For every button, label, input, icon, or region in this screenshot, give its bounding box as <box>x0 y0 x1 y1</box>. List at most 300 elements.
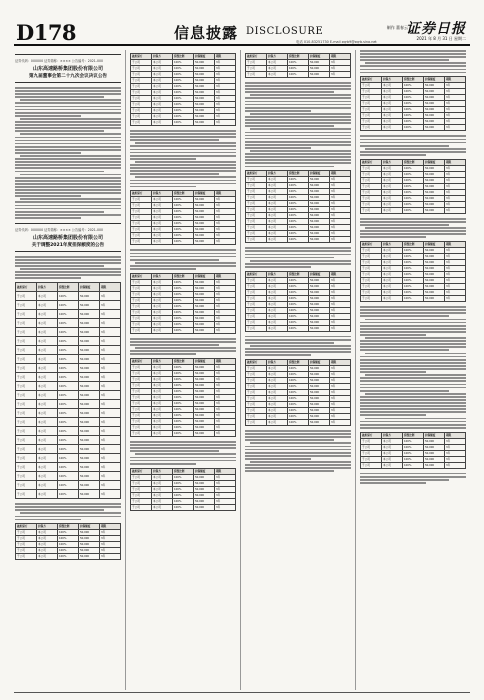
table-cell: 50,000 <box>194 321 215 327</box>
table-cell: 期限 <box>330 271 351 277</box>
table-cell: 100% <box>173 413 194 419</box>
table-cell: 50,000 <box>79 542 100 548</box>
table-cell: 100% <box>58 391 79 400</box>
issue-date: 2021 年 8 月 31 日 星期二 <box>416 36 466 41</box>
table-cell: 100% <box>403 438 424 444</box>
table-cell: 3年 <box>215 407 236 413</box>
table-cell: 3年 <box>330 177 351 183</box>
table-cell: 被担保方 <box>246 271 267 277</box>
table-cell: 子公司 <box>16 490 37 499</box>
body-text-line <box>130 158 196 160</box>
table-cell: 3年 <box>330 396 351 402</box>
body-text-line <box>15 519 81 521</box>
table-cell: 3年 <box>445 183 466 189</box>
table-cell: 3年 <box>215 108 236 114</box>
table-cell: 本公司 <box>152 327 173 333</box>
table-cell: 50,000 <box>424 119 445 125</box>
table-cell: 3年 <box>100 548 121 554</box>
table-cell: 100% <box>173 498 194 504</box>
table-cell: 子公司 <box>131 120 152 126</box>
table-cell: 100% <box>403 189 424 195</box>
body-text-line <box>15 271 121 273</box>
table-cell: 100% <box>173 303 194 309</box>
column-1 <box>15 50 121 690</box>
body-text-line <box>15 259 121 261</box>
table-cell: 本公司 <box>37 355 58 364</box>
table-cell: 100% <box>58 490 79 499</box>
table-cell: 50,000 <box>424 189 445 195</box>
table-cell: 100% <box>403 113 424 119</box>
body-text-line <box>360 473 466 475</box>
table-cell: 3年 <box>215 498 236 504</box>
table-cell: 50,000 <box>79 391 100 400</box>
table-cell: 100% <box>173 431 194 437</box>
table-cell: 期限 <box>445 242 466 248</box>
table-row <box>361 462 466 468</box>
table-cell: 100% <box>403 278 424 284</box>
table-cell: 100% <box>173 291 194 297</box>
body-text-line <box>360 371 426 373</box>
table-cell: 3年 <box>330 402 351 408</box>
table-cell: 50,000 <box>309 231 330 237</box>
table-cell: 被担保方 <box>246 360 267 366</box>
table-cell: 50,000 <box>79 355 100 364</box>
body-text-line <box>20 174 121 176</box>
table-cell: 3年 <box>215 419 236 425</box>
table-cell: 子公司 <box>131 480 152 486</box>
data-table <box>130 358 236 437</box>
table-cell: 担保额度 <box>309 360 330 366</box>
body-text-line <box>15 164 121 166</box>
table-row <box>16 301 121 310</box>
table-cell: 50,000 <box>194 425 215 431</box>
body-text-line <box>245 91 334 93</box>
body-text-line <box>360 427 466 429</box>
data-table <box>245 170 351 243</box>
table-cell: 子公司 <box>131 114 152 120</box>
body-text-line <box>360 482 426 484</box>
table-cell: 3年 <box>100 554 121 560</box>
table-cell: 3年 <box>445 248 466 254</box>
table-cell: 100% <box>288 325 309 331</box>
body-text-line <box>245 470 334 472</box>
table-cell: 本公司 <box>267 289 288 295</box>
table-row <box>16 382 121 391</box>
table-cell: 3年 <box>100 382 121 391</box>
table-cell: 50,000 <box>194 504 215 510</box>
table-cell: 本公司 <box>37 548 58 554</box>
data-table <box>360 432 466 469</box>
body-text-line <box>15 137 121 139</box>
table-cell: 100% <box>58 548 79 554</box>
table-cell: 50,000 <box>79 301 100 310</box>
table-cell: 50,000 <box>194 480 215 486</box>
table-cell: 担保方 <box>267 271 288 277</box>
body-text-line <box>360 359 466 361</box>
table-cell: 子公司 <box>16 472 37 481</box>
table-cell: 50,000 <box>309 319 330 325</box>
body-text-line <box>245 348 351 350</box>
body-text-line <box>15 167 121 169</box>
body-text-line <box>135 262 236 264</box>
table-cell: 本公司 <box>152 197 173 203</box>
table-cell: 3年 <box>445 83 466 89</box>
table-cell: 3年 <box>215 504 236 510</box>
table-cell: 100% <box>403 195 424 201</box>
table-cell: 子公司 <box>16 536 37 542</box>
table-cell: 50,000 <box>194 120 215 126</box>
table-cell: 本公司 <box>267 66 288 72</box>
table-cell: 100% <box>58 463 79 472</box>
table-cell: 子公司 <box>131 327 152 333</box>
table-cell: 本公司 <box>382 195 403 201</box>
table-cell: 本公司 <box>152 239 173 245</box>
table-cell: 3年 <box>445 284 466 290</box>
table-cell: 50,000 <box>194 389 215 395</box>
body-text-line <box>250 442 351 444</box>
table-cell: 被担保方 <box>131 191 152 197</box>
body-text-line <box>20 268 121 270</box>
table-cell: 子公司 <box>361 272 382 278</box>
body-text-line <box>130 167 236 169</box>
table-cell: 3年 <box>100 301 121 310</box>
body-text-line <box>245 159 351 161</box>
table-cell: 50,000 <box>309 378 330 384</box>
table-cell: 100% <box>58 355 79 364</box>
table-cell: 本公司 <box>267 384 288 390</box>
body-text-line <box>135 453 236 455</box>
table-cell: 子公司 <box>361 83 382 89</box>
body-text-line <box>245 135 351 137</box>
table-cell: 本公司 <box>267 396 288 402</box>
body-text-line <box>365 337 466 339</box>
table-cell: 100% <box>58 554 79 560</box>
body-text-line <box>360 151 466 153</box>
table-cell: 100% <box>58 328 79 337</box>
table-cell: 100% <box>288 289 309 295</box>
table-cell: 子公司 <box>16 382 37 391</box>
table-cell: 3年 <box>330 408 351 414</box>
table-cell: 子公司 <box>131 78 152 84</box>
table-cell: 3年 <box>445 254 466 260</box>
body-text-line <box>15 277 81 279</box>
column-4 <box>360 50 466 690</box>
body-text-line <box>130 173 219 175</box>
table-cell: 持股比例 <box>58 524 79 530</box>
table-cell: 50,000 <box>79 445 100 454</box>
table-cell: 100% <box>403 89 424 95</box>
table-cell: 担保方 <box>37 283 58 292</box>
table-cell: 50,000 <box>194 285 215 291</box>
body-text-line <box>130 180 236 182</box>
notice-body <box>15 503 121 520</box>
table-cell: 3年 <box>215 197 236 203</box>
body-text-line <box>130 268 196 270</box>
body-text-line <box>245 263 351 265</box>
table-row <box>246 237 351 243</box>
table-cell: 50,000 <box>309 183 330 189</box>
table-cell: 3年 <box>330 183 351 189</box>
table-cell: 持股比例 <box>173 359 194 365</box>
table-cell: 100% <box>58 337 79 346</box>
table-row <box>131 504 236 510</box>
table-cell: 子公司 <box>246 384 267 390</box>
column-divider <box>240 50 241 690</box>
body-text-line <box>360 384 466 386</box>
table-cell: 本公司 <box>152 114 173 120</box>
table-cell: 被担保方 <box>131 468 152 474</box>
table-cell: 子公司 <box>246 420 267 426</box>
table-cell: 本公司 <box>152 221 173 227</box>
body-text-line <box>130 164 236 166</box>
table-cell: 100% <box>173 84 194 90</box>
body-text-line <box>245 342 334 344</box>
body-text-line <box>245 138 351 140</box>
body-text-line <box>130 463 196 465</box>
table-cell: 子公司 <box>361 254 382 260</box>
body-text-line <box>250 150 351 152</box>
table-cell: 100% <box>403 260 424 266</box>
data-table <box>245 271 351 332</box>
table-cell: 子公司 <box>16 292 37 301</box>
table-cell: 被担保方 <box>361 159 382 165</box>
column-divider <box>355 50 356 690</box>
table-cell: 50,000 <box>79 364 100 373</box>
table-cell: 50,000 <box>309 225 330 231</box>
body-text-line <box>20 512 121 514</box>
body-text-line <box>15 208 121 210</box>
body-text-line <box>365 227 466 229</box>
table-cell: 子公司 <box>246 366 267 372</box>
table-cell: 50,000 <box>194 407 215 413</box>
notice-body <box>130 130 236 187</box>
table-cell: 子公司 <box>131 504 152 510</box>
table-row <box>16 472 121 481</box>
table-cell: 100% <box>403 462 424 468</box>
table-cell: 子公司 <box>246 390 267 396</box>
table-cell: 50,000 <box>79 454 100 463</box>
body-text-line <box>15 180 121 182</box>
table-cell: 子公司 <box>246 325 267 331</box>
table-cell: 50,000 <box>194 279 215 285</box>
notice-header <box>15 223 121 252</box>
table-cell: 子公司 <box>131 72 152 78</box>
table-cell: 本公司 <box>267 414 288 420</box>
table-cell: 子公司 <box>246 313 267 319</box>
table-cell: 100% <box>403 201 424 207</box>
table-cell: 子公司 <box>131 209 152 215</box>
table-cell: 3年 <box>215 431 236 437</box>
table-cell: 子公司 <box>16 548 37 554</box>
notice-body <box>360 473 466 484</box>
table-cell: 50,000 <box>79 427 100 436</box>
table-cell: 3年 <box>215 377 236 383</box>
table-cell: 担保方 <box>267 54 288 60</box>
table-cell: 3年 <box>215 389 236 395</box>
body-text-line <box>360 233 466 235</box>
table-cell: 3年 <box>445 195 466 201</box>
table-cell: 3年 <box>100 481 121 490</box>
table-cell: 50,000 <box>309 414 330 420</box>
table-cell: 50,000 <box>424 290 445 296</box>
table-cell: 期限 <box>445 432 466 438</box>
table-cell: 3年 <box>445 260 466 266</box>
table-cell: 100% <box>403 296 424 302</box>
newspaper-logo: 证券日报 <box>406 21 466 37</box>
table-cell: 子公司 <box>131 197 152 203</box>
table-cell: 50,000 <box>424 177 445 183</box>
table-cell: 本公司 <box>382 260 403 266</box>
table-cell: 子公司 <box>246 319 267 325</box>
table-cell: 担保额度 <box>309 54 330 60</box>
body-text-line <box>360 334 426 336</box>
table-cell: 100% <box>173 327 194 333</box>
body-text-line <box>130 136 236 138</box>
body-text-line <box>130 139 219 141</box>
table-cell: 子公司 <box>361 195 382 201</box>
table-row <box>131 431 236 437</box>
table-cell: 担保方 <box>152 359 173 365</box>
table-cell: 子公司 <box>131 309 152 315</box>
table-cell: 本公司 <box>152 383 173 389</box>
table-cell: 本公司 <box>37 530 58 536</box>
table-cell: 3年 <box>330 213 351 219</box>
table-cell: 子公司 <box>131 383 152 389</box>
table-cell: 3年 <box>330 390 351 396</box>
table-cell: 3年 <box>445 101 466 107</box>
notice-company: 山东高速路桥集团股份有限公司 <box>32 66 103 72</box>
table-cell: 50,000 <box>309 325 330 331</box>
table-cell: 3年 <box>215 227 236 233</box>
table-cell: 子公司 <box>246 66 267 72</box>
body-text-line <box>245 162 351 164</box>
table-cell: 100% <box>403 284 424 290</box>
table-cell: 子公司 <box>361 278 382 284</box>
table-cell: 本公司 <box>37 427 58 436</box>
table-cell: 本公司 <box>152 315 173 321</box>
table-cell: 3年 <box>215 486 236 492</box>
table-cell: 子公司 <box>131 96 152 102</box>
table-cell: 3年 <box>445 456 466 462</box>
body-text-line <box>245 125 334 127</box>
table-cell: 3年 <box>445 113 466 119</box>
table-cell: 本公司 <box>382 89 403 95</box>
body-text-line <box>245 119 351 121</box>
table-cell: 子公司 <box>16 400 37 409</box>
table-cell: 本公司 <box>382 125 403 131</box>
table-cell: 100% <box>173 203 194 209</box>
table-cell: 本公司 <box>152 389 173 395</box>
table-cell: 100% <box>288 231 309 237</box>
notice-body <box>130 441 236 464</box>
table-cell: 3年 <box>330 195 351 201</box>
body-text-line <box>250 94 351 96</box>
table-cell: 100% <box>403 290 424 296</box>
body-text-line <box>20 118 121 120</box>
table-cell: 子公司 <box>361 177 382 183</box>
table-cell: 本公司 <box>382 177 403 183</box>
table-row <box>16 319 121 328</box>
table-cell: 3年 <box>215 203 236 209</box>
table-cell: 3年 <box>445 125 466 131</box>
table-cell: 3年 <box>215 114 236 120</box>
table-cell: 本公司 <box>152 96 173 102</box>
table-cell: 100% <box>173 90 194 96</box>
table-row <box>131 327 236 333</box>
notice-body <box>360 218 466 238</box>
table-cell: 100% <box>173 78 194 84</box>
table-cell: 本公司 <box>267 201 288 207</box>
table-cell: 100% <box>288 366 309 372</box>
table-cell: 本公司 <box>267 378 288 384</box>
body-text-line <box>15 127 121 129</box>
table-cell: 担保方 <box>267 171 288 177</box>
table-cell: 子公司 <box>246 277 267 283</box>
table-cell: 本公司 <box>382 119 403 125</box>
table-row <box>16 400 121 409</box>
body-text-line <box>130 353 196 355</box>
table-cell: 50,000 <box>309 301 330 307</box>
table-cell: 子公司 <box>131 90 152 96</box>
table-cell: 3年 <box>215 291 236 297</box>
table-cell: 持股比例 <box>173 54 194 60</box>
table-cell: 50,000 <box>79 409 100 418</box>
table-cell: 本公司 <box>267 325 288 331</box>
table-cell: 50,000 <box>424 444 445 450</box>
body-text-line <box>365 353 466 355</box>
body-text-line <box>20 99 121 101</box>
table-cell: 本公司 <box>382 444 403 450</box>
table-cell: 子公司 <box>131 315 152 321</box>
body-text-line <box>15 93 121 95</box>
body-text-line <box>360 346 466 348</box>
table-cell: 100% <box>173 492 194 498</box>
table-cell: 3年 <box>215 321 236 327</box>
table-cell: 100% <box>403 444 424 450</box>
table-cell: 子公司 <box>131 66 152 72</box>
body-text-line <box>360 377 466 379</box>
body-text-line <box>15 87 121 89</box>
notice-body <box>15 256 121 279</box>
body-text-line <box>245 144 351 146</box>
data-table <box>130 190 236 245</box>
table-cell: 本公司 <box>152 72 173 78</box>
table-cell: 子公司 <box>16 463 37 472</box>
table-cell: 子公司 <box>246 195 267 201</box>
table-cell: 3年 <box>215 90 236 96</box>
table-cell: 本公司 <box>37 319 58 328</box>
table-cell: 100% <box>403 456 424 462</box>
table-row <box>361 125 466 131</box>
body-text-line <box>360 306 466 308</box>
table-cell: 100% <box>173 321 194 327</box>
table-cell: 100% <box>58 364 79 373</box>
notice-title: 关于调整2021年度担保额度的公告 <box>31 242 105 248</box>
table-cell: 本公司 <box>267 207 288 213</box>
contact-line: 电话 010-83251730 E-mail zqrb9@zqrb.sina.net <box>296 40 377 44</box>
table-cell: 子公司 <box>131 108 152 114</box>
table-cell: 本公司 <box>37 418 58 427</box>
table-cell: 100% <box>173 297 194 303</box>
data-table <box>360 241 466 302</box>
table-cell: 3年 <box>100 436 121 445</box>
notice-body <box>130 249 236 269</box>
table-row <box>16 391 121 400</box>
table-cell: 100% <box>403 254 424 260</box>
body-text-line <box>360 139 466 141</box>
table-cell: 本公司 <box>152 486 173 492</box>
table-cell: 3年 <box>100 454 121 463</box>
